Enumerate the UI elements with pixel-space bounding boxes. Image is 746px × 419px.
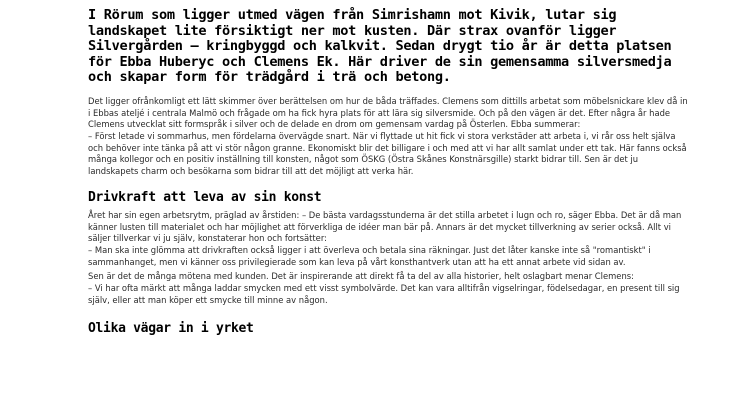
section1-paragraph-4: – Vi har ofta märkt att många laddar smycken med ett visst symbolvärde. Det kan vara alltifrån vigselringar, födelsedagar, en present till sig själv, eller att man köper ett smycke till minne av någon.	[88, 283, 680, 305]
intro-paragraph-1: Det ligger ofrånkomligt ett lätt skimmer över berättelsen om hur de båda träffades. Clemens som dittills arbetat som möbelsnickare klev då in i Ebbas ateljé i centrala Malmö och frågade om ha fick hyra plats för att lära sig silversmide. Och på den vägen är det. Efter några år hade Clemens utvecklat sitt formspråk i silver och de delade en drom om gemensam vardag på Österlen. Ebba summerar:	[88, 95, 688, 130]
section-heading-olika-vagar: Olika vägar in i yrket	[88, 320, 254, 336]
section1-paragraph-3: Sen är det de många mötena med kunden. Det är inspirerande att direkt få ta del av alla historier, helt oslagbart menar Clemens:	[88, 271, 634, 282]
section1-paragraph-2: – Man ska inte glömma att drivkraften också ligger i att överleva och betala sina räkningar. Just det låter kanske inte så "romantiskt" i sammanhanget, men vi känner oss privilegierade som kan leva på vårt konsthantverk utan att ha ett annat arbete vid sidan av.	[88, 245, 651, 267]
section1-paragraph-1: Året har sin egen arbetsrytm, präglad av årstiden: – De bästa vardagsstunderna är det stilla arbetet i lugn och ro, säger Ebba. Det är då man känner lusten till materialet och har möjlighet att förverkliga de idéer man bär på. Annars är det mycket tillverkning av serier också. Allt vi säljer tillverkar vi ju själv, konstaterar hon och fortsätter:	[88, 209, 682, 244]
lead-paragraph: I Rörum som ligger utmed vägen från Simrishamn mot Kivik, lutar sig landskapet lite försiktigt ner mot kusten. Där strax ovanför ligger Silvergården – kringbyggd och kalkvit. Sedan drygt tio år är detta platsen för Ebba Huberyc och Clemens Ek. Här driver de sin gemensamma silversmedja och skapar form för trädgård i trä och betong.	[88, 7, 672, 86]
article	[88, 8, 688, 337]
intro-paragraph-2: – Först letade vi sommarhus, men fördelarna övervägde snart. När vi flyttade ut hit fick vi stora verkstäder att arbeta i, vi rår oss helt själva och behöver inte tänka på att vi stör någon granne. Ekonomiskt blir det billigare i och med att vi har allt samlat under ett tak. Här fanns också många kollegor och en positiv inställning till konsten, något som ÖSKG (Östra Skånes Konstnärsgille) starkt bidrar till. Sen är det ju landskapets charm och besökarna som bidrar till att det möjligt att verka här.	[88, 131, 687, 177]
section-heading-drivkraft: Drivkraft att leva av sin konst	[88, 189, 322, 205]
